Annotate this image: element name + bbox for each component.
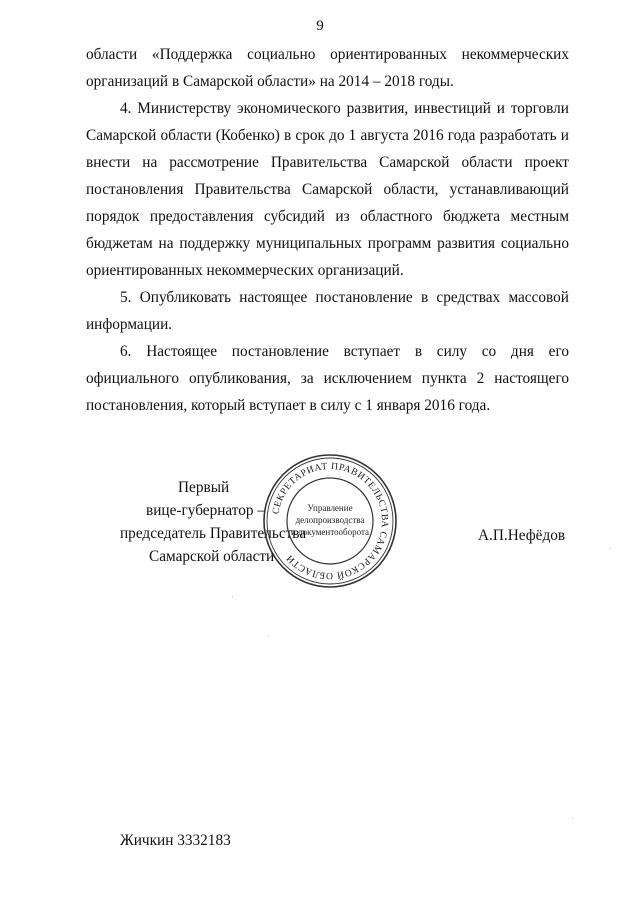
stamp-center-line: и документооборота: [290, 527, 370, 537]
text-line: ориентированных некоммерческих организаций.: [86, 262, 404, 279]
text-line: Самарской области (Кобенко) в срок до 1 августа 2016 года разработать и: [86, 127, 569, 144]
text-line: 6. Настоящее постановление вступает в силу со дня его: [120, 343, 569, 360]
text-line: 5. Опубликовать настоящее постановление в средствах массовой: [120, 289, 569, 306]
text-line: бюджетам на поддержку муниципальных программ развития социально: [86, 235, 569, 252]
signatory-title-line: председатель Правительства: [120, 525, 307, 542]
text-line: постановления, который вступает в силу с 1 января 2016 года.: [86, 397, 491, 414]
stamp-center-line: делопроизводства: [295, 515, 365, 525]
text-line: постановления Правительства Самарской области, устанавливающий: [86, 181, 569, 198]
signatory-title-line: Самарской области: [149, 548, 275, 565]
scan-speck: [340, 476, 341, 477]
text-line: порядок предоставления субсидий из областного бюджета местным: [86, 208, 569, 225]
stamp-center-line: Управление: [307, 503, 353, 513]
stamp-ring-text: СЕКРЕТАРИАТ ПРАВИТЕЛЬСТВА САМАРСКОЙ ОБЛАСТИ: [270, 460, 391, 582]
text-line: 4. Министерству экономического развития, инвестиций и торговли: [120, 100, 569, 117]
text-line: официального опубликования, за исключением пункта 2 настоящего: [86, 370, 569, 387]
scan-speck: [610, 548, 611, 549]
scan-speck: [268, 636, 269, 637]
signatory-title-line: Первый: [178, 479, 230, 496]
scan-speck: [572, 818, 573, 819]
page-number: 9: [316, 18, 324, 34]
signatory-title-line: вице-губернатор –: [146, 502, 266, 519]
text-line: области «Поддержка социально ориентированных некоммерческих: [86, 46, 569, 63]
executor-note: Жичкин 3332183: [120, 832, 231, 849]
text-line: организаций в Самарской области» на 2014 – 2018 годы.: [86, 73, 454, 90]
scan-speck: [232, 596, 233, 597]
text-line: внести на рассмотрение Правительства Самарской области проект: [86, 154, 569, 171]
official-stamp: [262, 453, 398, 589]
signatory-name: А.П.Нефёдов: [478, 527, 566, 544]
text-line: информации.: [86, 316, 173, 333]
